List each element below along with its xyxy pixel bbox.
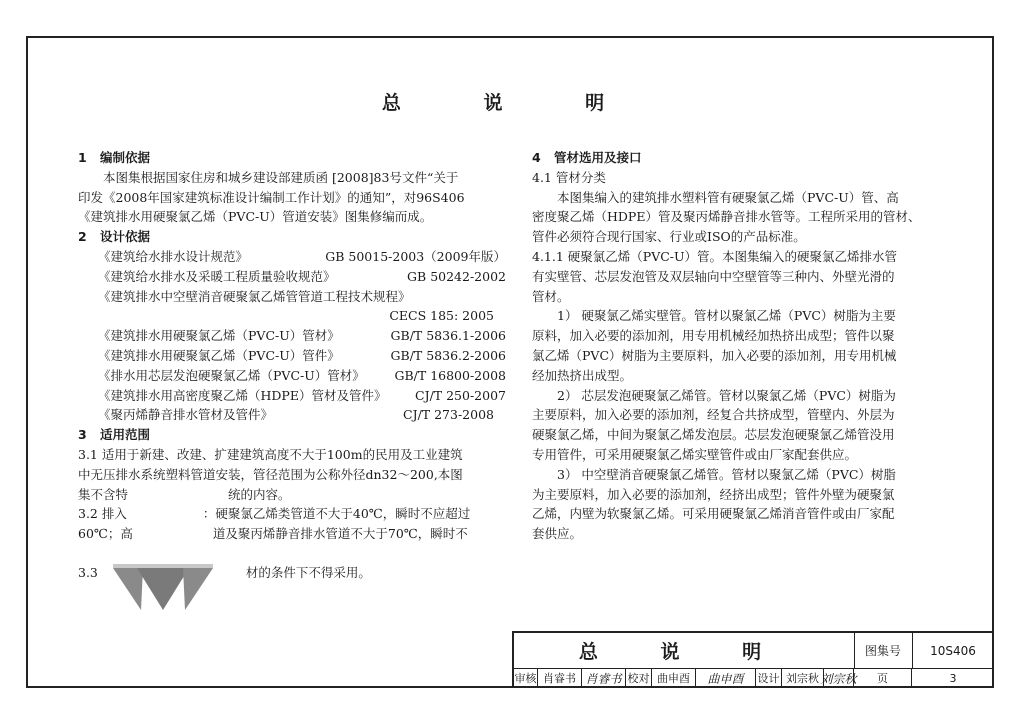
section-1-heading: 1 编制依据 — [78, 150, 151, 165]
section-1-line: 《建筑排水用硬聚氯乙烯（PVC-U）管道安装》图集修编而成。 — [78, 209, 433, 225]
section-4-line: 管材。 — [532, 288, 570, 304]
section-1-line: 本图集根据国家住房和城乡建设部建质函 [2008]83号文件“关于 — [103, 169, 459, 185]
section-3-line: 3.1 适用于新建、改建、扩建建筑高度不大于100m的民用及工业建筑 — [78, 446, 463, 462]
check-name: 曲申酉 — [652, 668, 696, 688]
design-name: 刘宗秋 — [782, 668, 824, 688]
standard-item: 《建筑给水排水设计规范》 GB 50015-2003（2009年版） — [98, 248, 506, 264]
right-column — [532, 148, 957, 544]
standard-item: CECS 185: 2005 — [389, 308, 494, 324]
title-block — [512, 631, 994, 688]
section-4-line: 4.1 管材分类 — [532, 169, 606, 185]
section-4-line: 氯乙烯（PVC）树脂为主要原料，加入必要的添加剂，用专用机械 — [532, 347, 897, 363]
section-4-line: 本图集编入的建筑排水塑料管有硬聚氯乙烯（PVC-U）管、高 — [557, 189, 899, 205]
set-number-label: 图集号 — [854, 633, 913, 669]
standard-item: 《建筑排水用硬聚氯乙烯（PVC-U）管件》 GB/T 5836.2-2006 — [98, 347, 506, 363]
section-4-line: 套供应。 — [532, 526, 583, 542]
standard-item: 《建筑给水排水及采暖工程质量验收规范》 GB 50242-2002 — [98, 268, 506, 284]
section-4-line: 3） 中空壁消音硬聚氯乙烯管。管材以聚氯乙烯（PVC）树脂 — [557, 466, 896, 482]
section-1-line: 印发《2008年国家建筑标准设计编制工作计划》的通知”，对96S406 — [78, 189, 465, 205]
page-number: 3 — [949, 671, 957, 685]
title-block-title: 总 说 明 — [514, 633, 855, 669]
design-signature: 刘宗秋 — [824, 668, 854, 688]
standard-item: 《建筑排水用硬聚氯乙烯（PVC-U）管材》 GB/T 5836.1-2006 — [98, 328, 506, 344]
section-3-line: 中无压排水系统塑料管道安装，管径范围为公称外径dn32～200,本图 — [78, 466, 463, 482]
section-4-line: 为主要原料，加入必要的添加剂，经挤出成型；管件外壁为硬聚氯 — [532, 486, 895, 502]
section-4-line: 专用管件，可采用硬聚氯乙烯实壁管件或由厂家配套供应。 — [532, 446, 858, 462]
section-4-line: 2） 芯层发泡硬聚氯乙烯管。管材以聚氯乙烯（PVC）树脂为 — [557, 387, 896, 403]
page-label: 页 — [854, 668, 912, 688]
section-4-line: 4.1.1 硬聚氯乙烯（PVC-U）管。本图集编入的硬聚氯乙烯排水管 — [532, 248, 898, 264]
standard-item: 《建筑排水中空壁消音硬聚氯乙烯管管道工程技术规程》 — [98, 288, 411, 304]
left-column — [78, 148, 506, 583]
signature-row — [514, 668, 994, 688]
section-3-heading: 3 适用范围 — [78, 427, 151, 443]
section-3-line: 3.3 材的条件下不得采用。 — [78, 564, 371, 580]
section-4-line: 乙烯，内壁为软聚氯乙烯。可采用硬聚氯乙烯消音管件或由厂家配 — [532, 506, 895, 522]
section-4-line: 1） 硬聚氯乙烯实壁管。管材以聚氯乙烯（PVC）树脂为主要 — [557, 308, 896, 324]
section-3-line: 3.2 排入 ：硬聚氯乙烯类管道不大于40℃，瞬时不应超过 — [78, 506, 471, 522]
review-label: 审核 — [514, 668, 538, 688]
section-4-line: 经加热挤出成型。 — [532, 367, 633, 383]
review-signature: 肖睿书 — [582, 668, 626, 688]
section-4-line: 硬聚氯乙烯，中间为聚氯乙烯发泡层。芯层发泡硬聚氯乙烯管没用 — [532, 427, 895, 443]
section-4-line: 密度聚乙烯（HDPE）管及聚丙烯静音排水管等。工程所采用的管材、 — [532, 209, 921, 225]
section-3-line: 60℃；高 道及聚丙烯静音排水管道不大于70℃，瞬时不 — [78, 526, 468, 542]
section-4-heading: 4 管材选用及接口 — [532, 150, 642, 165]
section-4-line: 管件必须符合现行国家、行业或ISO的产品标准。 — [532, 229, 806, 245]
standard-item: 《聚丙烯静音排水管材及管件》 CJ/T 273-2008 — [98, 407, 494, 423]
set-number-value: 10S406 — [912, 633, 994, 669]
check-signature: 曲申酉 — [696, 668, 756, 688]
standard-item: 《排水用芯层发泡硬聚氯乙烯（PVC-U）管材》 GB/T 16800-2008 — [98, 367, 506, 383]
check-label: 校对 — [626, 668, 652, 688]
publisher-logo-icon — [113, 564, 213, 612]
section-2-heading: 2 设计依据 — [78, 229, 151, 245]
review-name: 肖睿书 — [538, 668, 582, 688]
design-label: 设计 — [756, 668, 782, 688]
section-4-line: 有实壁管、芯层发泡管及双层轴向中空壁管等三种内、外壁光滑的 — [532, 268, 895, 284]
section-4-line: 主要原料，加入必要的添加剂，经复合共挤成型，管壁内、外层为 — [532, 407, 895, 423]
section-4-line: 原料，加入必要的添加剂，用专用机械经加热挤出成型；管件以聚 — [532, 328, 895, 344]
page-title: 总 说 明 — [381, 92, 643, 114]
section-3-line: 集不含特 统的内容。 — [78, 486, 291, 502]
standard-item: 《建筑排水用高密度聚乙烯（HDPE）管材及管件》 CJ/T 250-2007 — [98, 387, 506, 403]
